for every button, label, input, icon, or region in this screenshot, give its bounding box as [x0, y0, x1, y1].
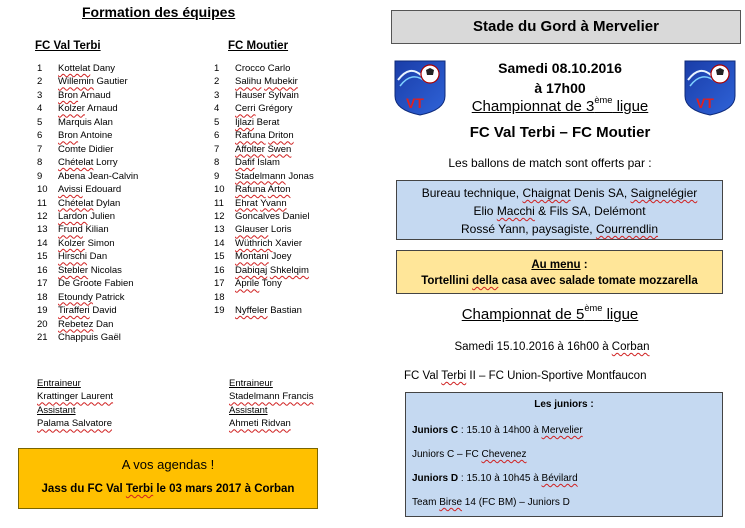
- agenda-box: [18, 448, 318, 509]
- balls-intro: Les ballons de match sont offerts par :: [448, 156, 652, 170]
- player-row: [37, 116, 138, 129]
- player-name: Cerri Grégory: [235, 103, 293, 115]
- player-name: Kottelat Dany: [58, 63, 116, 74]
- player-number: 19: [214, 305, 225, 317]
- match1-time: à 17h00: [534, 80, 586, 96]
- player-name: Kolzer Arnaud: [58, 103, 118, 115]
- player-row: [214, 89, 314, 102]
- player-name: Affolter Swen: [235, 143, 292, 155]
- player-row: [214, 264, 314, 277]
- player-number: 2: [37, 76, 43, 88]
- player-number: 17: [214, 278, 225, 290]
- player-name: Abena Jean-Calvin: [58, 170, 139, 182]
- team-a-name: FC Val Terbi: [35, 40, 101, 52]
- player-number: 12: [214, 210, 225, 222]
- player-number: 4: [214, 103, 220, 115]
- match2-championship: Championnat de 5ème ligue: [461, 303, 639, 323]
- player-name: Dabiqaj Shkelqim: [235, 264, 309, 276]
- player-row: [37, 89, 138, 102]
- player-number: 18: [37, 291, 48, 303]
- player-name: Willemin Gautier: [58, 76, 128, 88]
- player-name: Tirafferi David: [58, 305, 117, 317]
- match2-teams: FC Val Terbi II – FC Union-Sportive Montfaucon: [404, 370, 647, 382]
- player-number: 20: [37, 318, 48, 330]
- menu-box: [396, 250, 723, 294]
- sponsor-line: Rossé Yann, paysagiste, Courrendlin: [460, 222, 659, 236]
- juniors-line: Juniors C – FC Chevenez: [412, 449, 527, 460]
- player-row: [37, 197, 138, 210]
- player-number: 16: [37, 264, 48, 276]
- coach-name: Krattinger Laurent: [37, 391, 114, 403]
- player-number: 13: [214, 224, 225, 236]
- player-number: 6: [214, 130, 220, 142]
- player-row: [37, 223, 138, 236]
- player-number: 10: [37, 184, 48, 196]
- player-row: [214, 156, 314, 169]
- player-row: [37, 250, 138, 263]
- svg-text:VT: VT: [696, 95, 714, 111]
- player-row: [37, 129, 138, 142]
- page-title: Formation des équipes: [82, 4, 236, 20]
- juniors-line: Team Birse 14 (FC BM) – Juniors D: [412, 497, 570, 508]
- player-number: 14: [37, 237, 48, 249]
- player-number: 14: [214, 237, 225, 249]
- assistant-label: Assistant: [37, 404, 76, 416]
- coach-name: Stadelmann Francis: [229, 391, 314, 403]
- player-number: 11: [214, 197, 224, 209]
- player-name: Etoundy Patrick: [58, 291, 125, 303]
- player-number: 18: [214, 291, 225, 303]
- player-row: [37, 156, 138, 169]
- player-row: [214, 250, 314, 263]
- player-name: Rafuna Driton: [235, 130, 294, 142]
- player-name: Stadelmann Jonas: [235, 170, 314, 182]
- player-number: 1: [37, 63, 43, 74]
- player-number: 7: [37, 143, 43, 155]
- match1-teams: FC Val Terbi – FC Moutier: [469, 124, 651, 141]
- player-number: 5: [214, 116, 220, 128]
- player-number: 9: [37, 170, 43, 182]
- player-row: [37, 318, 138, 331]
- team-a-roster: [37, 62, 138, 345]
- player-name: Ijlazi Berat: [235, 116, 280, 128]
- player-row: [214, 75, 314, 88]
- coach-label: Entraineur: [37, 378, 81, 389]
- player-number: 21: [37, 332, 48, 344]
- player-name: Crocco Carlo: [235, 63, 291, 74]
- player-number: 3: [214, 89, 220, 101]
- player-number: 8: [214, 157, 220, 169]
- match2-date: Samedi 15.10.2016 à 16h00 à Corban: [454, 341, 650, 353]
- player-number: 16: [214, 264, 225, 276]
- sponsors-box: [396, 180, 723, 240]
- player-row: [214, 170, 314, 183]
- player-name: Dafif Islam: [235, 157, 280, 169]
- team-a-staff: [37, 377, 113, 431]
- player-row: [214, 304, 314, 317]
- player-name: Bron Arnaud: [58, 89, 111, 101]
- player-row: [37, 210, 138, 223]
- player-row: [214, 291, 314, 304]
- player-number: 3: [37, 89, 43, 101]
- player-name: Salihu Mubekir: [235, 76, 298, 88]
- player-number: 15: [37, 251, 48, 263]
- player-row: [214, 129, 314, 142]
- player-number: 6: [37, 130, 43, 142]
- player-name: Montani Joey: [235, 251, 292, 263]
- team-a-heading: [35, 40, 101, 52]
- menu-title: Au menu :: [531, 259, 588, 271]
- player-row: [37, 277, 138, 290]
- team-b-heading: FC Moutier: [228, 40, 289, 52]
- assistant-name: Palama Salvatore: [37, 418, 112, 430]
- player-name: Avissi Edouard: [58, 184, 122, 196]
- player-number: 11: [37, 197, 47, 209]
- player-row: [37, 264, 138, 277]
- sponsor-line: Elio Macchi & Fils SA, Delémont: [473, 204, 646, 218]
- player-row: [214, 143, 314, 156]
- player-name: Glauser Loris: [235, 224, 292, 236]
- player-number: 9: [214, 170, 220, 182]
- juniors-line: Juniors C : 15.10 à 14h00 à Mervelier: [412, 425, 583, 436]
- player-number: 5: [37, 116, 43, 128]
- player-name: Comte Didier: [58, 143, 114, 155]
- player-name: Stebler Nicolas: [58, 264, 122, 276]
- player-name: Marquis Alan: [58, 116, 113, 128]
- player-name: Chételat Lorry: [58, 157, 118, 169]
- player-row: [37, 143, 138, 156]
- player-row: [37, 102, 138, 115]
- coach-label: Entraineur: [229, 378, 273, 389]
- agenda-title: A vos agendas !: [121, 457, 215, 472]
- svg-text:VT: VT: [406, 95, 424, 111]
- team-b-roster: [214, 62, 314, 318]
- player-name: Wüthrich Xavier: [235, 237, 303, 249]
- player-row: [37, 331, 138, 344]
- player-name: Ehrat Yvann: [235, 197, 287, 209]
- assistant-name: Ahmeti Ridvan: [229, 418, 291, 430]
- player-name: Aprile Tony: [235, 278, 282, 290]
- player-number: 17: [37, 278, 48, 290]
- juniors-box: [405, 392, 723, 517]
- player-row: [214, 102, 314, 115]
- player-number: 4: [37, 103, 43, 115]
- player-name: Goncalves Daniel: [235, 210, 310, 222]
- player-number: 2: [214, 76, 220, 88]
- player-name: Rebetez Dan: [58, 318, 114, 330]
- player-row: [37, 183, 138, 196]
- player-name: Chételat Dylan: [58, 197, 121, 209]
- player-name: Hirschi Dan: [58, 251, 108, 263]
- player-number: 8: [37, 157, 43, 169]
- player-row: [214, 197, 314, 210]
- player-number: 13: [37, 224, 48, 236]
- player-row: [214, 277, 314, 290]
- player-row: [37, 291, 138, 304]
- player-number: 1: [214, 63, 220, 74]
- player-name: De Groote Fabien: [58, 278, 134, 290]
- player-name: Chappuis Gaël: [58, 332, 121, 344]
- stadium-banner: Stade du Gord à Mervelier: [391, 10, 741, 44]
- player-name: Frund Kilian: [58, 224, 109, 236]
- player-row: [214, 237, 314, 250]
- player-number: 7: [214, 143, 220, 155]
- sponsor-line: Bureau technique, Chaignat Denis SA, Saignelégier: [421, 186, 698, 200]
- player-row: [214, 62, 314, 75]
- player-number: 15: [214, 251, 225, 263]
- player-number: 19: [37, 305, 48, 317]
- team-b-staff: [229, 377, 313, 431]
- player-row: [37, 304, 138, 317]
- player-name: Rafuna Arton: [235, 184, 291, 196]
- player-row: [214, 116, 314, 129]
- player-row: [214, 183, 314, 196]
- player-row: [37, 237, 138, 250]
- player-number: 10: [214, 184, 225, 196]
- juniors-line: Juniors D : 15.10 à 10h45 à Bévilard: [412, 473, 578, 484]
- player-number: 12: [37, 210, 48, 222]
- player-name: Hauser Sylvain: [235, 89, 299, 101]
- agenda-text: Jass du FC Val Terbi le 03 mars 2017 à Corban: [41, 483, 295, 495]
- player-name: Kolzer Simon: [58, 237, 115, 249]
- player-name: Nyffeler Bastian: [235, 305, 302, 317]
- player-row: [214, 223, 314, 236]
- player-row: [37, 62, 138, 75]
- assistant-label: Assistant: [229, 404, 268, 416]
- player-row: [37, 170, 138, 183]
- player-name: Lardon Julien: [58, 210, 116, 222]
- match1-championship: Championnat de 3ème ligue: [471, 95, 649, 115]
- player-name: Bron Antoine: [58, 130, 113, 142]
- player-row: [37, 75, 138, 88]
- menu-dish: Tortellini della casa avec salade tomate mozzarella: [421, 275, 698, 287]
- juniors-title: Les juniors :: [534, 399, 594, 410]
- player-row: [214, 210, 314, 223]
- match1-date: Samedi 08.10.2016: [498, 60, 622, 76]
